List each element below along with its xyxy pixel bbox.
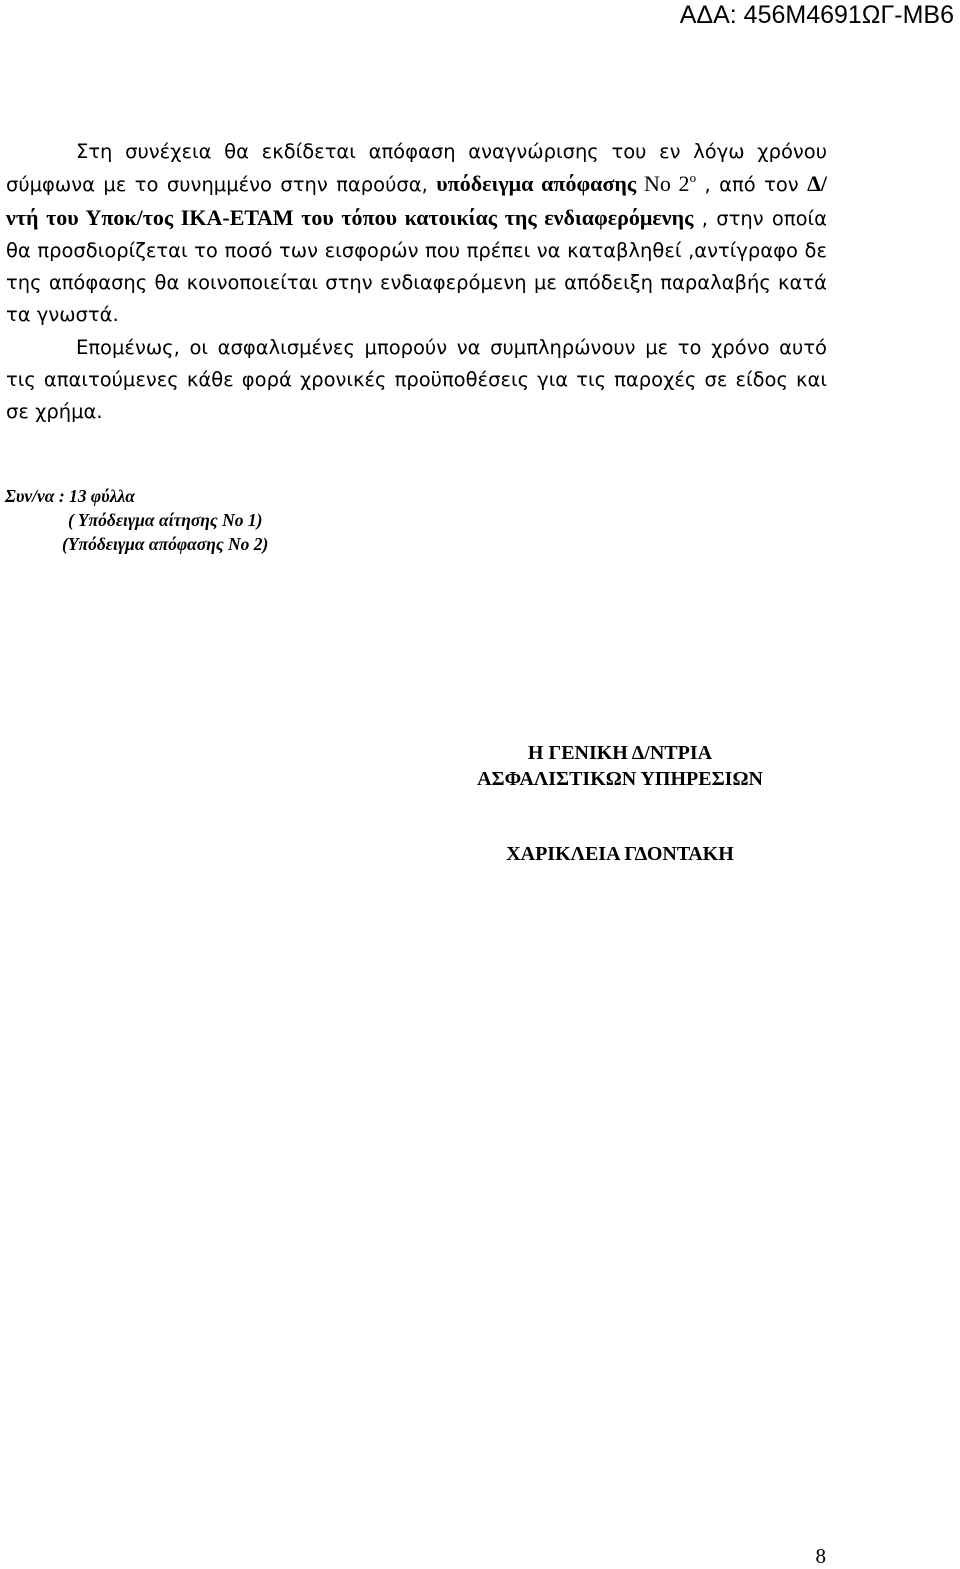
ada-code: ΑΔΑ: 456Μ4691ΩΓ-ΜΒ6 [679, 1, 954, 29]
paragraph-decision [6, 136, 827, 332]
decision-template-number: Νο 2 [636, 171, 690, 197]
enclosure-item-decision: (Υπόδειγμα απόφασης Νο 2) [62, 534, 269, 554]
enclosure-item-application: ( Υπόδειγμα αίτησης Νο 1) [68, 510, 263, 530]
paragraph-consequence: Επομένως, οι ασφαλισμένες μπορούν να συμπληρώνουν με το χρόνο αυτό τις απαιτούμενες κάθε φορά χρονικές προϋποθέσεις για τις παροχές σε είδος και σε χρήμα. [6, 335, 827, 424]
paragraph1-text-2: , από τον [696, 173, 808, 197]
director-reference: Δ/ντή του Υποκ/τος ΙΚΑ-ΕΤΑΜ του τόπου κατοικίας της ενδιαφερόμενης [6, 171, 827, 230]
enclosures-label: Συν/να : 13 φύλλα [5, 486, 135, 506]
page-number: 8 [815, 1544, 826, 1568]
ordinal-superscript: ο [689, 170, 697, 186]
signatory-name: ΧΑΡΙΚΛΕΙΑ ΓΔΟΝΤΑΚΗ [506, 843, 734, 865]
paragraph1-text-1: Στη συνέχεια θα εκδίδεται απόφαση αναγνώρισης του εν λόγω χρόνου σύμφωνα με το συνημμένο στην παρούσα, [6, 140, 827, 197]
document-body [6, 136, 827, 429]
paragraph1-text-3: , στην οποία θα προσδιορίζεται το ποσό των εισφορών που πρέπει να καταβληθεί ,αντίγραφο δε της απόφασης θα κοινοποιείται στην ενδιαφερόμενη με απόδειξη παραλαβής κατά τα γνωστά. [6, 206, 827, 327]
signatory-department: ΑΣΦΑΛΙΣΤΙΚΩΝ ΥΠΗΡΕΣΙΩΝ [477, 768, 763, 790]
decision-template-ref: υπόδειγμα απόφασης [436, 171, 637, 197]
signatory-title: Η ΓΕΝΙΚΗ Δ/ΝΤΡΙΑ [527, 742, 713, 764]
